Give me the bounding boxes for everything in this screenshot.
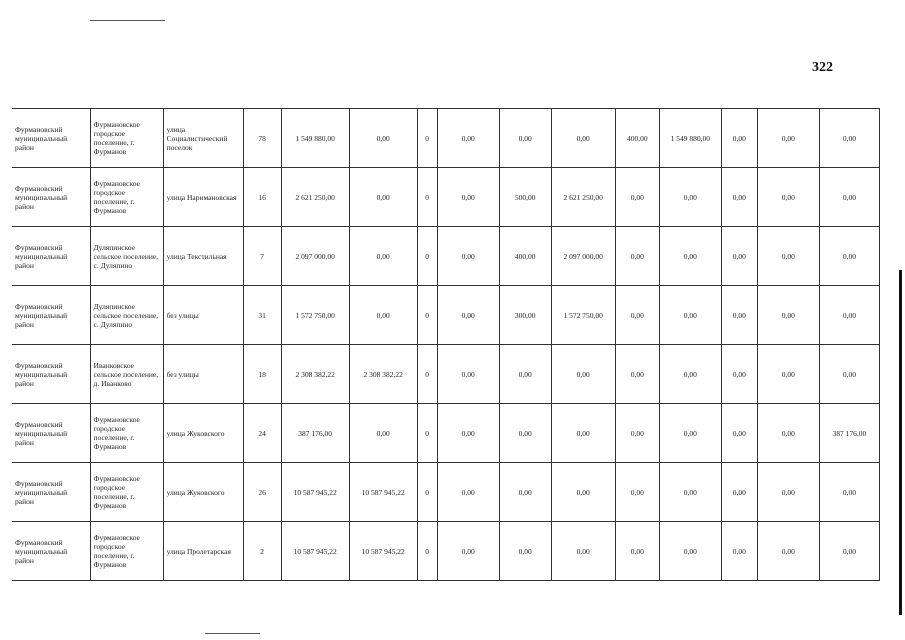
cell-settlement: Иванковское сельское поселение, д. Иванково (90, 345, 163, 404)
table-row (12, 463, 880, 522)
cell-c10: 0,00 (757, 522, 819, 581)
cell-street: улица Наримановская (163, 168, 243, 227)
cell-c7: 0,00 (615, 286, 659, 345)
table-row (12, 227, 880, 286)
cell-c7: 0,00 (615, 345, 659, 404)
table-row (12, 404, 880, 463)
cell-c11: 0,00 (819, 227, 879, 286)
scan-mark-bottom (205, 633, 260, 634)
cell-c5: 0,00 (499, 345, 551, 404)
cell-count: 16 (243, 168, 281, 227)
cell-c10: 0,00 (757, 286, 819, 345)
cell-c10: 0,00 (757, 109, 819, 168)
cell-c1: 2 621 250,00 (281, 168, 349, 227)
cell-district: Фурмановский муниципальный район (12, 168, 90, 227)
cell-count: 18 (243, 345, 281, 404)
cell-district: Фурмановский муниципальный район (12, 345, 90, 404)
scan-mark-top-left (90, 20, 165, 21)
cell-c1: 2 097 000,00 (281, 227, 349, 286)
cell-c11: 0,00 (819, 345, 879, 404)
cell-count: 26 (243, 463, 281, 522)
cell-count: 78 (243, 109, 281, 168)
cell-c10: 0,00 (757, 227, 819, 286)
cell-c8: 0,00 (659, 463, 721, 522)
cell-c4: 0,00 (437, 109, 499, 168)
cell-c3: 0 (417, 345, 437, 404)
cell-c7: 0,00 (615, 227, 659, 286)
cell-c3: 0 (417, 109, 437, 168)
cell-c6: 0,00 (551, 109, 615, 168)
cell-c8: 0,00 (659, 522, 721, 581)
page-number: 322 (812, 60, 833, 75)
cell-c4: 0,00 (437, 168, 499, 227)
cell-c2: 0,00 (349, 227, 417, 286)
budget-table (12, 108, 880, 581)
cell-c3: 0 (417, 227, 437, 286)
cell-settlement: Фурмановское городское поселение, г. Фурманов (90, 404, 163, 463)
cell-count: 2 (243, 522, 281, 581)
cell-c2: 0,00 (349, 286, 417, 345)
cell-c6: 2 621 250,00 (551, 168, 615, 227)
cell-count: 24 (243, 404, 281, 463)
table-row (12, 109, 880, 168)
cell-c11: 387 176,00 (819, 404, 879, 463)
cell-settlement: Дуляпинское сельское поселение, с. Дуляпино (90, 286, 163, 345)
cell-district: Фурмановский муниципальный район (12, 463, 90, 522)
cell-c8: 0,00 (659, 345, 721, 404)
cell-c1: 10 587 945,22 (281, 463, 349, 522)
cell-c5: 400,00 (499, 227, 551, 286)
cell-c8: 0,00 (659, 168, 721, 227)
cell-c9: 0,00 (721, 345, 757, 404)
table-row (12, 168, 880, 227)
cell-c9: 0,00 (721, 227, 757, 286)
cell-c4: 0,00 (437, 404, 499, 463)
cell-district: Фурмановский муниципальный район (12, 404, 90, 463)
cell-c4: 0,00 (437, 286, 499, 345)
cell-c3: 0 (417, 522, 437, 581)
cell-c1: 1 572 750,00 (281, 286, 349, 345)
cell-count: 7 (243, 227, 281, 286)
cell-c5: 0,00 (499, 404, 551, 463)
cell-c7: 0,00 (615, 168, 659, 227)
cell-c8: 0,00 (659, 404, 721, 463)
cell-street: улица Текстильная (163, 227, 243, 286)
cell-c2: 0,00 (349, 109, 417, 168)
cell-c3: 0 (417, 286, 437, 345)
table-row (12, 286, 880, 345)
cell-c11: 0,00 (819, 168, 879, 227)
cell-c7: 0,00 (615, 463, 659, 522)
cell-c2: 10 587 945,22 (349, 463, 417, 522)
cell-c10: 0,00 (757, 404, 819, 463)
cell-c11: 0,00 (819, 286, 879, 345)
cell-c10: 0,00 (757, 463, 819, 522)
cell-c2: 10 587 945,22 (349, 522, 417, 581)
cell-c11: 0,00 (819, 109, 879, 168)
scan-edge-bar (899, 270, 902, 615)
cell-c6: 0,00 (551, 345, 615, 404)
cell-c10: 0,00 (757, 168, 819, 227)
cell-c5: 0,00 (499, 522, 551, 581)
cell-street: без улицы (163, 345, 243, 404)
cell-c9: 0,00 (721, 168, 757, 227)
cell-settlement: Фурмановское городское поселение, г. Фурманов (90, 463, 163, 522)
cell-c6: 0,00 (551, 404, 615, 463)
cell-street: улица Пролетарская (163, 522, 243, 581)
cell-c10: 0,00 (757, 345, 819, 404)
cell-c7: 0,00 (615, 404, 659, 463)
cell-c8: 1 549 880,00 (659, 109, 721, 168)
cell-c2: 0,00 (349, 404, 417, 463)
cell-c5: 500,00 (499, 168, 551, 227)
cell-count: 31 (243, 286, 281, 345)
cell-c6: 0,00 (551, 463, 615, 522)
cell-c6: 2 097 000,00 (551, 227, 615, 286)
cell-c4: 0,00 (437, 522, 499, 581)
cell-c2: 0,00 (349, 168, 417, 227)
cell-settlement: Фурмановское городское поселение, г. Фурманов (90, 168, 163, 227)
cell-c11: 0,00 (819, 463, 879, 522)
cell-c4: 0,00 (437, 345, 499, 404)
cell-c4: 0,00 (437, 227, 499, 286)
cell-c9: 0,00 (721, 286, 757, 345)
cell-street: улица Социалистический поселок (163, 109, 243, 168)
cell-c7: 400,00 (615, 109, 659, 168)
cell-c4: 0,00 (437, 463, 499, 522)
cell-c9: 0,00 (721, 109, 757, 168)
cell-c8: 0,00 (659, 286, 721, 345)
cell-district: Фурмановский муниципальный район (12, 286, 90, 345)
cell-c5: 0,00 (499, 109, 551, 168)
cell-street: улица Жуковского (163, 404, 243, 463)
cell-settlement: Дуляпинское сельское поселение, с. Дуляпино (90, 227, 163, 286)
cell-c5: 0,00 (499, 463, 551, 522)
cell-c1: 10 587 945,22 (281, 522, 349, 581)
cell-c6: 0,00 (551, 522, 615, 581)
cell-c2: 2 308 382,22 (349, 345, 417, 404)
table-row (12, 522, 880, 581)
cell-c8: 0,00 (659, 227, 721, 286)
cell-settlement: Фурмановское городское поселение, г. Фурманов (90, 109, 163, 168)
cell-c9: 0,00 (721, 404, 757, 463)
cell-c9: 0,00 (721, 463, 757, 522)
cell-c7: 0,00 (615, 522, 659, 581)
cell-c3: 0 (417, 463, 437, 522)
cell-c3: 0 (417, 168, 437, 227)
cell-c9: 0,00 (721, 522, 757, 581)
cell-c11: 0,00 (819, 522, 879, 581)
cell-district: Фурмановский муниципальный район (12, 109, 90, 168)
cell-street: без улицы (163, 286, 243, 345)
cell-c5: 300,00 (499, 286, 551, 345)
cell-settlement: Фурмановское городское поселение, г. Фурманов (90, 522, 163, 581)
cell-district: Фурмановский муниципальный район (12, 522, 90, 581)
cell-district: Фурмановский муниципальный район (12, 227, 90, 286)
table-row (12, 345, 880, 404)
cell-c6: 1 572 750,00 (551, 286, 615, 345)
cell-c1: 1 549 880,00 (281, 109, 349, 168)
cell-c3: 0 (417, 404, 437, 463)
cell-c1: 387 176,00 (281, 404, 349, 463)
cell-street: улица Жуковского (163, 463, 243, 522)
cell-c1: 2 308 382,22 (281, 345, 349, 404)
